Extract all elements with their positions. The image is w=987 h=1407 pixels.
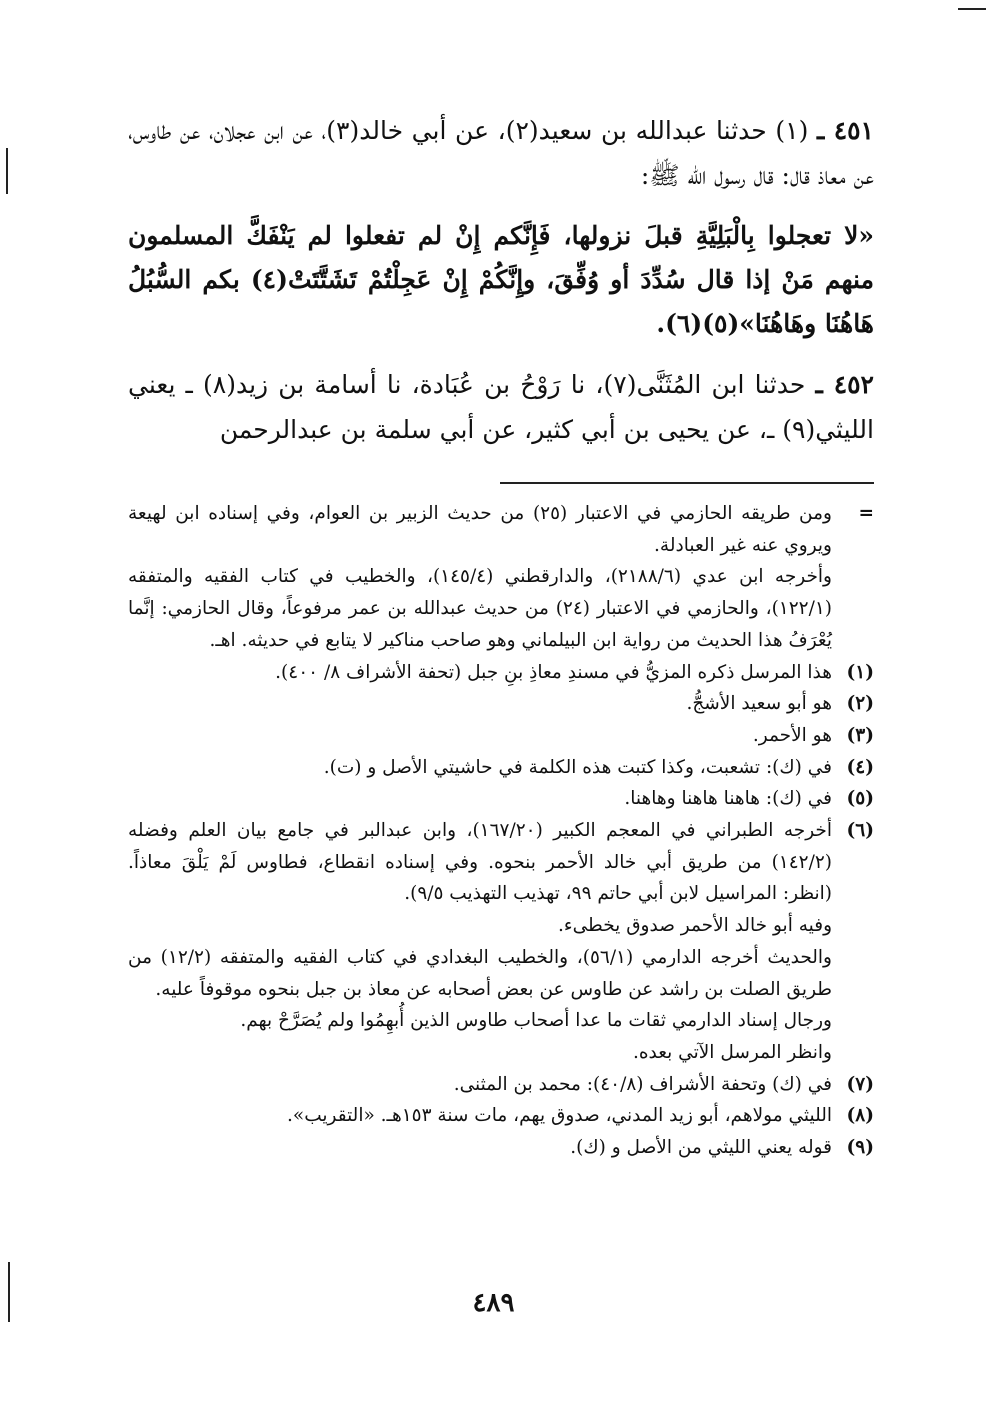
paragraph-451-text: (١) حدثنا عبدالله بن سعيد(٢)، عن أبي خالد(٣)، عن ابن عجلان، عن طاوس، عن معاذ قال: قال رسول الله ﷺ: xyxy=(128,116,874,190)
footnote-text: في (ك): هاهنا هاهنا وهاهنا. xyxy=(624,788,832,810)
footnote-3 xyxy=(128,720,874,752)
footnote-marker: (٨) xyxy=(846,1105,874,1127)
footnote-8 xyxy=(128,1100,874,1132)
footnote-text: قوله يعني الليثي من الأصل و (ك). xyxy=(570,1137,832,1159)
footnote-6 xyxy=(128,815,874,910)
footnote-text: هو أبو سعيد الأشجُّ. xyxy=(686,693,832,715)
hadith-text: «لا تعجلوا بِالْبَلِيَّةِ قبلَ نزولها، فَإِنَّكم إِنْ لم تفعلوا لم يَنْفَكَّ المسلمون منهم مَنْ إذا قال سُدِّدَ أو وُفِّقَ، وإِنَّكُمْ إِنْ عَجِلْتُمْ تَشَتَّتَتْ(٤) بكم السُّبُلُ هَاهُنَا وهَاهُنَا»(٥)(٦). xyxy=(128,221,874,338)
footnote-text: وفيه أبو خالد الأحمر صدوق يخطىء. xyxy=(558,915,832,937)
footnote-marker: (٢) xyxy=(846,693,874,715)
footnote-6-continuation xyxy=(128,910,874,942)
footnote-text: هو الأحمر. xyxy=(752,724,832,746)
footnote-marker xyxy=(832,942,874,1005)
footnote-continuation xyxy=(128,561,874,656)
footnote-7 xyxy=(128,1069,874,1101)
footnote-text: ومن طريقه الحازمي في الاعتبار (٢٥) من حديث الزبير بن العوام، وفي إسناده ابن لهيعة ويروي عنه غير العبادلة. xyxy=(128,503,832,556)
footnote-marker xyxy=(832,1037,874,1069)
footnote-marker: (٣) xyxy=(846,724,874,746)
footnote-marker xyxy=(832,1005,874,1037)
hadith-number-452: ٤٥٢ ـ xyxy=(815,370,874,399)
footnote-text: والحديث أخرجه الدارمي (٥٦/١)، والخطيب البغدادي في كتاب الفقيه والمتفقه (١٢/٢) من طريق الصلت بن راشد عن طاوس عن بعض أصحابه عن معاذ بن جبل بنحوه موقوفاً عليه. xyxy=(128,946,832,1000)
footnotes xyxy=(128,498,874,1164)
page-body xyxy=(128,108,874,1164)
footnote-text: وانظر المرسل الآتي بعده. xyxy=(632,1041,832,1063)
paragraph-451 xyxy=(128,108,874,198)
footnote-2 xyxy=(128,688,874,720)
footnote-4 xyxy=(128,752,874,784)
footnote-marker: (٦) xyxy=(846,820,874,842)
footnote-text: وأخرجه ابن عدي (٢١٨٨/٦)، والدارقطني (١٤٥/٤)، والخطيب في كتاب الفقيه والمتفقه (١٢٢/١)، والحازمي في الاعتبار (٢٤) من حديث عبدالله بن عمر مرفوعاً، وقال الحازمي: إنَّما يُعْرَفُ هذا الحديث من رواية ابن البيلماني وهو صاحب مناكير لا يتابع في حديثه. اهـ. xyxy=(128,566,832,651)
paragraph-452 xyxy=(128,362,874,452)
footnote-separator xyxy=(500,482,874,484)
footnote-marker: = xyxy=(858,503,874,524)
footnote-marker: (٧) xyxy=(846,1073,874,1095)
footnote-marker xyxy=(832,910,874,942)
footnote-9 xyxy=(128,1132,874,1164)
footnote-5 xyxy=(128,783,874,815)
footnote-continuation xyxy=(128,498,874,561)
page-number: ٤٨٩ xyxy=(472,1288,515,1318)
footnote-6-continuation xyxy=(128,1005,874,1037)
scan-edge-mark-left-upper xyxy=(6,148,8,194)
footnote-6-continuation xyxy=(128,942,874,1005)
footnote-marker: (٩) xyxy=(846,1137,874,1159)
footnote-text: في (ك): تشعبت، وكذا كتبت هذه الكلمة في حاشيتي الأصل و (ت). xyxy=(323,756,832,778)
footnote-text: الليثي مولاهم، أبو زيد المدني، صدوق يهم، مات سنة ١٥٣هـ. «التقريب». xyxy=(287,1105,832,1127)
footnote-marker: (٤) xyxy=(846,756,874,778)
footnote-1 xyxy=(128,657,874,689)
footnote-text: في (ك) وتحفة الأشراف (٤٠/٨): محمد بن المثنى. xyxy=(453,1073,832,1095)
paragraph-452-text: حدثنا ابن المُثَنَّى(٧)، نا رَوْحُ بن عُبَادة، نا أسامة بن زيد(٨) ـ يعني الليثي(٩) ـ، عن يحيى بن أبي كثير، عن أبي سلمة بن عبدالرحمن xyxy=(128,370,874,444)
footnote-6-continuation xyxy=(128,1037,874,1069)
scan-edge-mark-top-right xyxy=(958,8,986,10)
footnote-text: ورجال إسناد الدارمي ثقات ما عدا أصحاب طاوس الذين أُبهِمُوا ولم يُصَرَّحْ بهم. xyxy=(240,1010,832,1032)
footnote-marker xyxy=(832,561,874,656)
footnote-text: هذا المرسل ذكره المزيُّ في مسندِ معاذِ بنِ جبل (تحفة الأشراف ٨/ ٤٠٠). xyxy=(275,661,832,683)
footnote-text: أخرجه الطبراني في المعجم الكبير (١٦٧/٢٠)، وابن عبدالبر في جامع بيان العلم وفضله (١٤٢/٢) من طريق أبي خالد الأحمر بنحوه. وفي إسناده انقطاع، فطاوس لَمْ يَلْقَ معاذاً. (انظر: المراسيل لابن أبي حاتم ٩٩، تهذيب التهذيب ٩/٥). xyxy=(128,820,832,905)
footnote-marker: (١) xyxy=(846,661,874,683)
footnote-marker: (٥) xyxy=(846,788,874,810)
hadith-number-451: ٤٥١ ـ xyxy=(816,116,874,145)
